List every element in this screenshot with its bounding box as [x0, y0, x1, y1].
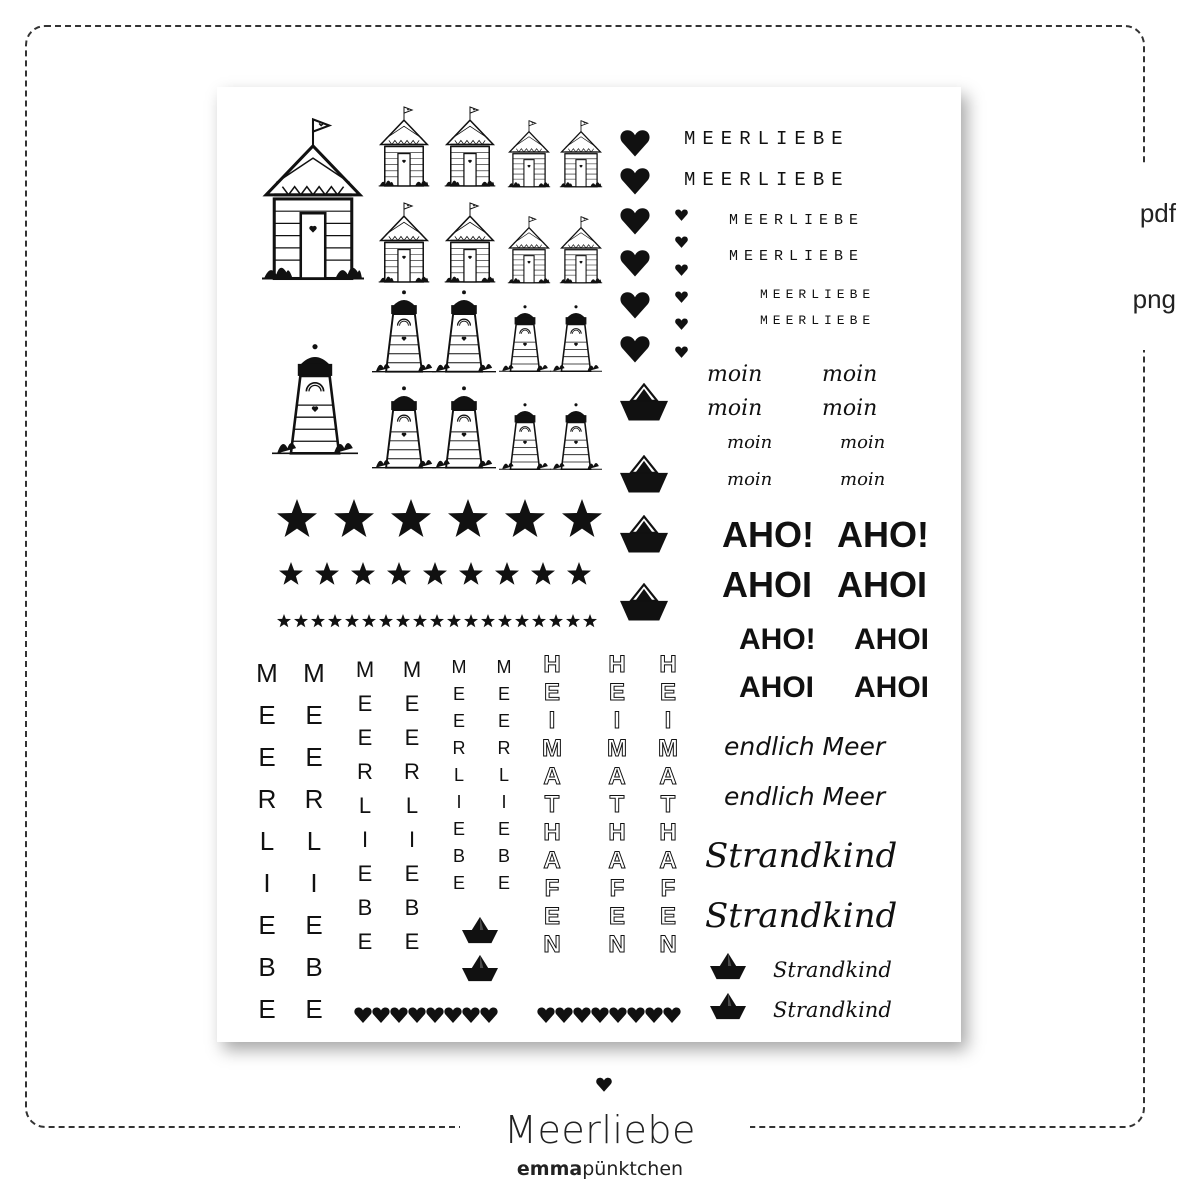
lighthouse-icon — [499, 305, 551, 371]
vertical-letter: I — [613, 707, 621, 734]
vertical-letter: E — [404, 929, 420, 954]
ahoi-text: AHO! — [837, 514, 929, 555]
meerliebe-text: MEERLIEBE — [684, 128, 850, 150]
endlich-meer-text: endlich Meer — [724, 732, 886, 761]
vertical-meerliebe-text — [303, 658, 325, 1024]
strandkind-text: Strandkind — [705, 836, 898, 876]
heart-icon — [675, 236, 688, 247]
ahoi-text: AHOI — [739, 671, 814, 704]
meerliebe-text: MEERLIEBE — [684, 169, 850, 191]
vertical-letter: E — [452, 873, 466, 893]
vertical-letter: I — [456, 792, 462, 812]
vertical-letter: E — [258, 742, 276, 772]
vertical-letter: L — [498, 765, 510, 785]
moin-text: moin — [840, 469, 886, 490]
vertical-letter: R — [404, 759, 420, 784]
vertical-letter: E — [305, 700, 323, 730]
sticker-sheet — [217, 87, 961, 1042]
sticker-sheet-artwork — [217, 87, 961, 1042]
vertical-letter: I — [664, 707, 672, 734]
lighthouse-icon — [550, 403, 602, 469]
ahoi-text: AHOI — [837, 564, 927, 605]
heart-icon — [620, 336, 649, 362]
lighthouse-icon — [432, 290, 496, 371]
vertical-letter: E — [608, 903, 626, 930]
vertical-letter: A — [608, 847, 626, 874]
heart-icon — [675, 318, 688, 329]
vertical-letter: B — [404, 895, 420, 920]
paper-boat-icon — [462, 917, 498, 943]
vertical-letter: F — [544, 875, 560, 902]
moin-text-group — [707, 362, 885, 490]
vertical-letter: R — [304, 784, 324, 814]
vertical-letter: T — [609, 791, 625, 818]
hearts-row-right — [537, 1007, 680, 1023]
meerliebe-text: MEERLIEBE — [760, 287, 876, 302]
moin-text: moin — [822, 362, 878, 387]
vertical-letter: E — [659, 903, 677, 930]
vertical-letter: H — [659, 819, 677, 846]
beach-hut-icon — [508, 121, 550, 187]
moin-text: moin — [707, 362, 763, 387]
vertical-letter: E — [258, 700, 276, 730]
ahoi-text: AHOI — [854, 623, 929, 656]
moin-text: moin — [840, 432, 886, 453]
vertical-letter: E — [305, 742, 323, 772]
vertical-letter: A — [543, 847, 561, 874]
heart-icon — [596, 1077, 612, 1092]
vertical-heimathafen-text — [658, 651, 678, 958]
vertical-letter: E — [608, 679, 626, 706]
beach-hut-icon — [560, 121, 602, 187]
vertical-letter: L — [358, 793, 372, 818]
beach-hut-icon — [508, 217, 550, 283]
vertical-letter: B — [357, 895, 373, 920]
ahoi-text: AHOI — [854, 671, 929, 704]
beach-hut-icon — [445, 203, 496, 282]
vertical-letter: T — [660, 791, 676, 818]
vertical-letter: E — [258, 994, 276, 1024]
vertical-letter: L — [306, 826, 322, 856]
vertical-letter: H — [608, 819, 626, 846]
moin-text: moin — [727, 432, 773, 453]
vertical-letter: M — [355, 657, 375, 682]
beach-hut-icon — [379, 107, 430, 186]
paper-boat-icon — [620, 584, 668, 620]
vertical-heimathafen-text — [607, 651, 627, 958]
beach-hut-icon — [379, 203, 430, 282]
vertical-letter: I — [501, 792, 507, 812]
vertical-letter: I — [310, 868, 318, 898]
moin-text: moin — [727, 469, 773, 490]
vertical-letter: E — [357, 929, 373, 954]
ahoi-text: AHOI — [722, 564, 812, 605]
paper-boat-icon — [620, 516, 668, 552]
paper-boat-icon — [710, 993, 746, 1019]
vertical-letter: A — [608, 763, 626, 790]
vertical-meerliebe-text — [497, 657, 512, 893]
product-title: Meerliebe — [504, 1108, 696, 1152]
heart-icon — [620, 168, 649, 194]
vertical-letter: M — [496, 657, 512, 677]
heart-icon — [675, 209, 688, 220]
moin-text: moin — [707, 396, 763, 421]
paper-boat-icon — [710, 953, 746, 979]
brand-name-light: pünktchen — [582, 1158, 684, 1180]
vertical-letter: M — [542, 735, 562, 762]
vertical-letter: I — [361, 827, 369, 852]
lighthouse-icon — [372, 386, 436, 467]
vertical-letter: L — [259, 826, 275, 856]
endlich-meer-text: endlich Meer — [724, 782, 886, 811]
meerliebe-text: MEERLIEBE — [729, 212, 865, 229]
format-png-label: png — [1132, 284, 1176, 314]
vertical-letter: E — [452, 819, 466, 839]
heart-icon — [620, 292, 649, 318]
vertical-letter: A — [659, 847, 677, 874]
heart-icon — [675, 264, 688, 275]
beach-hut-icon — [262, 119, 364, 278]
vertical-letter: E — [357, 691, 373, 716]
brand-name — [0, 1158, 1200, 1180]
lighthouse-icon — [499, 403, 551, 469]
paper-boat-icon — [620, 456, 668, 492]
vertical-letter: R — [452, 738, 466, 758]
paper-boat-icon — [462, 955, 498, 981]
vertical-letter: E — [452, 711, 466, 731]
heart-icon — [675, 346, 688, 357]
vertical-letter: H — [543, 651, 561, 678]
vertical-letter: E — [258, 910, 276, 940]
paper-boat-icon — [620, 384, 668, 420]
heart-icon — [675, 291, 688, 302]
vertical-letter: R — [497, 738, 511, 758]
strandkind-text: Strandkind — [773, 998, 892, 1022]
vertical-letter: E — [497, 711, 511, 731]
vertical-letter: M — [402, 657, 422, 682]
vertical-letter: M — [303, 658, 325, 688]
beach-hut-icon — [560, 217, 602, 283]
vertical-letter: A — [543, 763, 561, 790]
ahoi-text: AHO! — [722, 514, 814, 555]
meerliebe-text: MEERLIEBE — [729, 248, 865, 265]
brand-name-bold: emma — [516, 1158, 583, 1180]
vertical-heimathafen-text — [542, 651, 562, 958]
vertical-letter: E — [404, 861, 420, 886]
ahoi-text-group — [722, 514, 929, 704]
hearts-row-left — [354, 1007, 497, 1023]
strandkind-text: Strandkind — [705, 896, 898, 936]
vertical-letter: R — [257, 784, 277, 814]
heart-icon — [620, 208, 649, 234]
vertical-letter: E — [452, 684, 466, 704]
vertical-letter: F — [609, 875, 625, 902]
endlich-meer-group — [724, 732, 887, 811]
vertical-letter: E — [357, 725, 373, 750]
vertical-letter: B — [497, 846, 511, 866]
lighthouse-icon — [272, 344, 358, 453]
vertical-letter: B — [452, 846, 466, 866]
vertical-letter: B — [305, 952, 323, 982]
vertical-letter: M — [451, 657, 467, 677]
vertical-letter: E — [497, 819, 511, 839]
vertical-letter: N — [543, 931, 561, 958]
vertical-letter: H — [543, 819, 561, 846]
vertical-letter: L — [453, 765, 465, 785]
vertical-meerliebe-text — [452, 657, 467, 893]
vertical-meerliebe-text — [356, 657, 374, 954]
vertical-meerliebe-text — [403, 657, 421, 954]
vertical-letter: R — [357, 759, 373, 784]
vertical-letter: F — [660, 875, 676, 902]
vertical-letter: I — [263, 868, 271, 898]
vertical-letter: E — [543, 679, 561, 706]
heart-icon — [620, 250, 649, 276]
vertical-letter: H — [608, 651, 626, 678]
meerliebe-text-group — [684, 128, 875, 328]
vertical-letter: M — [658, 735, 678, 762]
moin-text: moin — [822, 396, 878, 421]
meerliebe-text: MEERLIEBE — [760, 313, 876, 328]
vertical-letter: E — [305, 910, 323, 940]
stars-small — [277, 614, 597, 627]
vertical-letter: I — [548, 707, 556, 734]
vertical-letter: E — [404, 725, 420, 750]
frame-gap — [1135, 165, 1155, 350]
heart-icon — [620, 130, 649, 156]
vertical-letter: B — [258, 952, 276, 982]
vertical-letter: H — [659, 651, 677, 678]
strandkind-group — [705, 836, 897, 1022]
stars-medium — [279, 562, 591, 585]
vertical-letter: E — [543, 903, 561, 930]
vertical-letter: N — [659, 931, 677, 958]
lighthouse-icon — [550, 305, 602, 371]
vertical-letter: E — [659, 679, 677, 706]
format-pdf-label: pdf — [1139, 198, 1176, 228]
vertical-letter: E — [404, 691, 420, 716]
lighthouse-icon — [432, 386, 496, 467]
vertical-heimathafen-group — [542, 651, 678, 958]
lighthouse-icon — [372, 290, 436, 371]
vertical-letter: I — [408, 827, 416, 852]
stars-large — [277, 499, 602, 537]
vertical-letter: A — [659, 763, 677, 790]
vertical-letter: M — [607, 735, 627, 762]
vertical-letter: E — [497, 873, 511, 893]
vertical-letter: N — [608, 931, 626, 958]
ahoi-text: AHO! — [739, 623, 816, 656]
vertical-letter: E — [305, 994, 323, 1024]
beach-hut-icon — [445, 107, 496, 186]
vertical-letter: E — [357, 861, 373, 886]
vertical-letter: M — [256, 658, 278, 688]
vertical-meerliebe-text — [256, 658, 278, 1024]
vertical-letter: L — [405, 793, 419, 818]
strandkind-text: Strandkind — [773, 958, 892, 982]
vertical-letter: E — [497, 684, 511, 704]
vertical-letter: T — [544, 791, 560, 818]
